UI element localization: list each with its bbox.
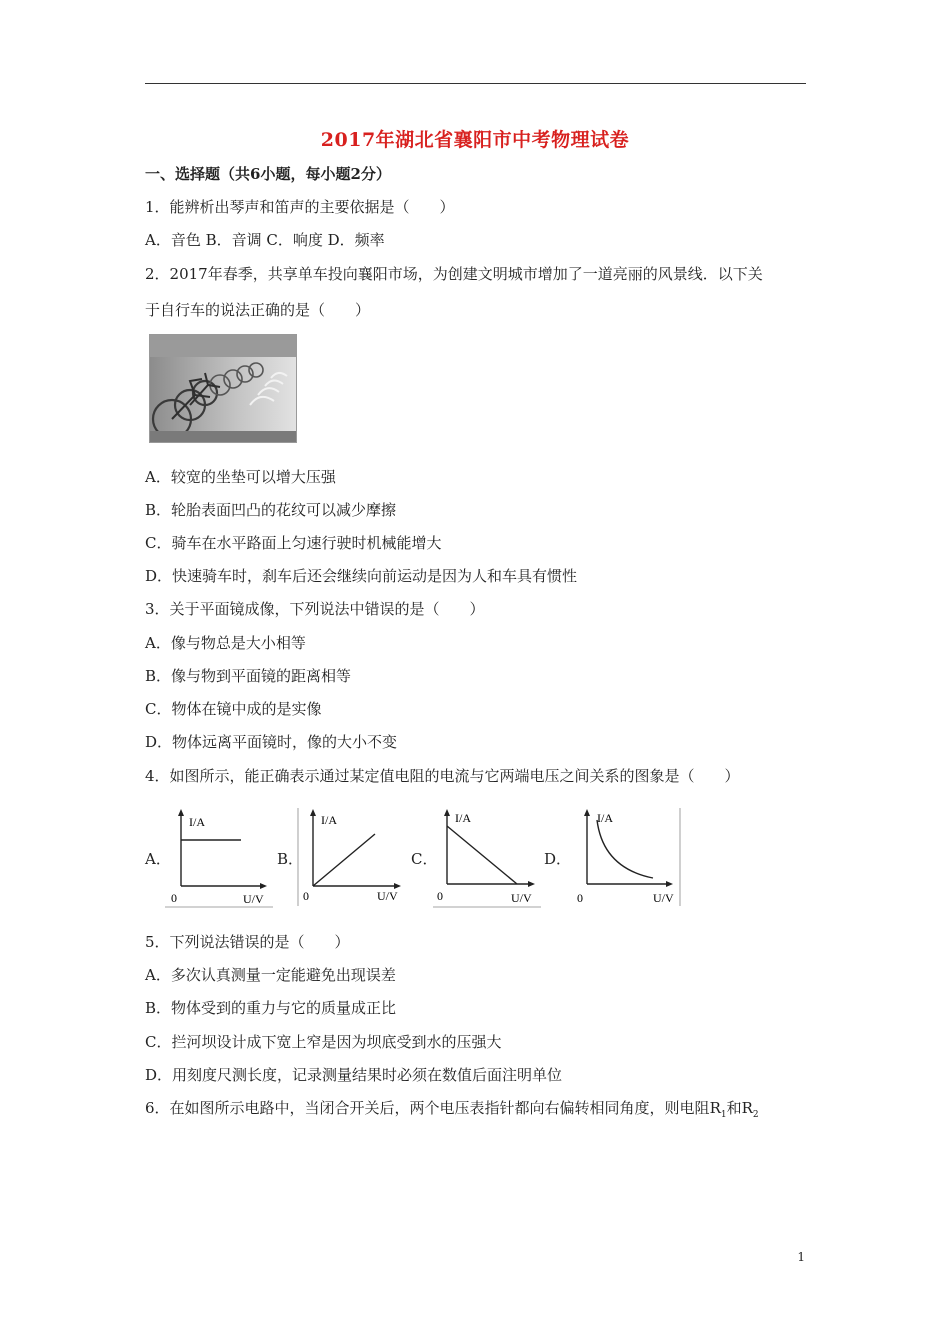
shared-bikes-photo: [149, 334, 297, 443]
x-axis-label: U/V: [511, 891, 532, 905]
q3-option-c: C．物体在镜中成的是实像: [145, 700, 322, 718]
q4-graph-b: [297, 806, 409, 910]
origin-label: 0: [171, 891, 177, 905]
origin-label: 0: [577, 891, 583, 905]
q4-label-c: C．: [411, 850, 438, 868]
q5-option-a: A．多次认真测量一定能避免出现误差: [145, 966, 396, 984]
q6-stem: [145, 1098, 759, 1125]
q1-stem: 1．能辨析出琴声和笛声的主要依据是（ ）: [145, 198, 455, 216]
graph-curve: [597, 820, 653, 878]
q3-option-b: B．像与物到平面镜的距离相等: [145, 667, 352, 685]
q6-stem-text: 6．在如图所示电路中，当闭合开关后，两个电压表指针都向右偏转相同角度，则电阻: [145, 1099, 710, 1117]
q2-stem-line2: 于自行车的说法正确的是（ ）: [145, 301, 371, 319]
r2-subscript: 2: [752, 1110, 759, 1120]
origin-label: 0: [437, 889, 443, 903]
q5-option-b: B．物体受到的重力与它的质量成正比: [145, 999, 397, 1017]
r2-symbol: R: [741, 1099, 753, 1117]
q4-graph-c: [431, 806, 543, 910]
q5-stem: 5．下列说法错误的是（ ）: [145, 933, 350, 951]
graph-line: [313, 834, 375, 886]
r1-subscript: 1: [720, 1110, 727, 1120]
y-axis-arrow: [584, 809, 590, 816]
r1-symbol: R: [709, 1099, 721, 1117]
q4-label-a: A．: [145, 850, 171, 868]
y-axis-label: I/A: [321, 813, 337, 827]
q2-option-b: B．轮胎表面凹凸的花纹可以减少摩擦: [145, 501, 397, 519]
x-axis-arrow: [666, 881, 673, 887]
q6-and: 和: [726, 1099, 742, 1117]
q3-stem: 3．关于平面镜成像，下列说法中错误的是（ ）: [145, 600, 485, 618]
q2-option-c: C．骑车在水平路面上匀速行驶时机械能增大: [145, 534, 442, 552]
q4-stem: 4．如图所示，能正确表示通过某定值电阻的电流与它两端电压之间关系的图象是（ ）: [145, 767, 740, 785]
q5-option-c: C．拦河坝设计成下宽上窄是因为坝底受到水的压强大: [145, 1033, 502, 1051]
x-axis-label: U/V: [243, 892, 264, 906]
x-axis-label: U/V: [653, 891, 674, 905]
y-axis-label: I/A: [455, 811, 471, 825]
q4-graph-a: [163, 806, 275, 910]
y-axis-arrow: [310, 809, 316, 816]
q3-option-a: A．像与物总是大小相等: [145, 634, 306, 652]
q4-label-b: B．: [277, 850, 304, 868]
page-number: 1: [797, 1250, 805, 1264]
q4-label-d: D．: [544, 850, 572, 868]
x-axis-arrow: [528, 881, 535, 887]
header-rule: [145, 83, 806, 84]
graph-line: [447, 826, 517, 884]
q1-options: A．音色 B．音调 C．响度 D．频率: [145, 231, 385, 249]
q4-graph-d: [569, 806, 681, 910]
x-axis-label: U/V: [377, 889, 398, 903]
section-heading: 一、选择题（共6小题，每小题2分）: [145, 165, 391, 183]
q3-option-d: D．物体远离平面镜时，像的大小不变: [145, 733, 398, 751]
q2-option-d: D．快速骑车时，刹车后还会继续向前运动是因为人和车具有惯性: [145, 567, 578, 585]
q2-option-a: A．较宽的坐垫可以增大压强: [145, 468, 336, 486]
q5-option-d: D．用刻度尺测长度，记录测量结果时必须在数值后面注明单位: [145, 1066, 563, 1084]
page-title: 2017年湖北省襄阳市中考物理试卷: [320, 129, 630, 151]
x-axis-arrow: [260, 883, 267, 889]
y-axis-arrow: [178, 809, 184, 816]
y-axis-arrow: [444, 809, 450, 816]
q2-stem-line1: 2．2017年春季，共享单车投向襄阳市场，为创建文明城市增加了一道亮丽的风景线．以下关: [145, 265, 763, 283]
origin-label: 0: [303, 889, 309, 903]
y-axis-label: I/A: [189, 815, 205, 829]
y-axis-label: I/A: [597, 811, 613, 825]
